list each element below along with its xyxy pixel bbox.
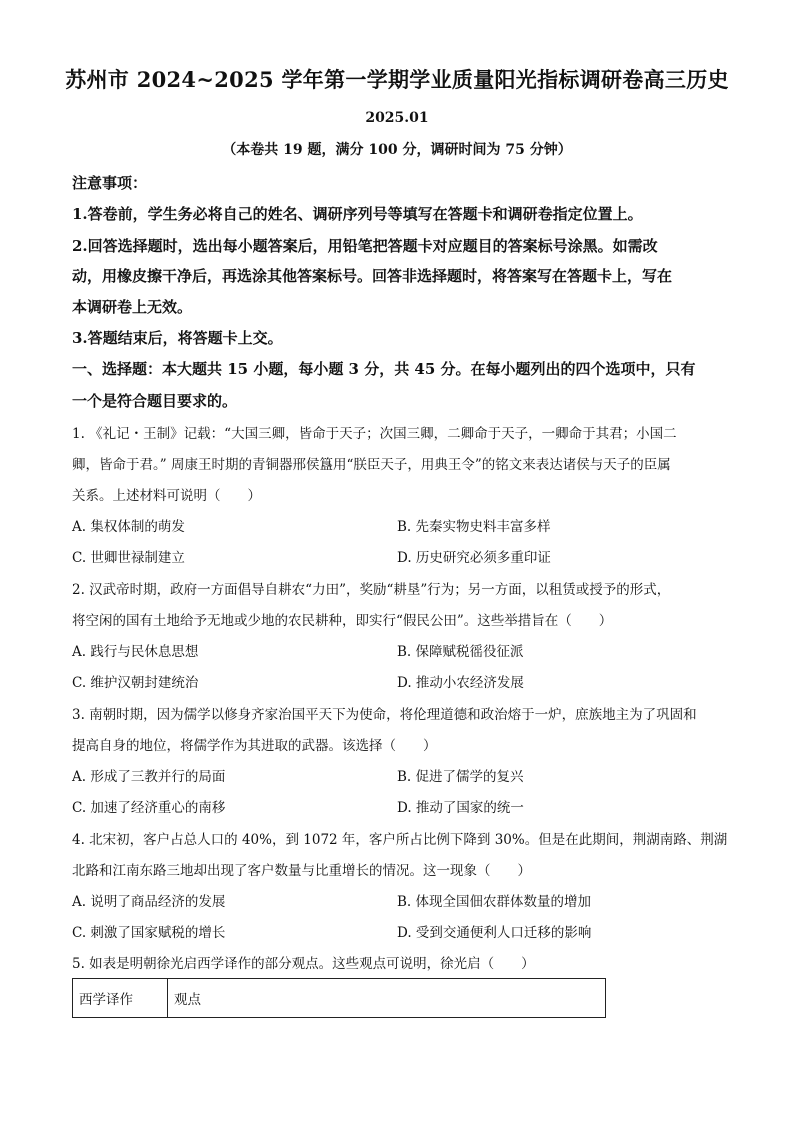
q5-table-header-viewpoint: 观点 xyxy=(168,979,606,1018)
q3-stem-line-1: 3. 南朝时期，因为儒学以修身齐家治国平天下为使命，将伦理道德和政治熔于一炉，庶族地主为了巩固和 xyxy=(72,707,697,723)
section-heading-line-2: 一个是符合题目要求的。 xyxy=(72,392,238,410)
notice-item-2-line-3: 本调研卷上无效。 xyxy=(72,298,193,316)
q3-stem-line-2: 提高自身的地位，将儒学作为其进取的武器。该选择（ ） xyxy=(72,738,437,754)
q4-option-d: D. 受到交通便利人口迁移的影响 xyxy=(397,925,592,941)
q4-option-c: C. 刺激了国家赋税的增长 xyxy=(72,925,226,941)
q3-option-a: A. 形成了三教并行的局面 xyxy=(72,769,226,785)
q1-stem-line-1: 1. 《礼记・王制》记载：“大国三卿，皆命于天子；次国三卿，二卿命于天子，一卿命于其君；小国二 xyxy=(72,426,677,442)
q4-option-a: A. 说明了商品经济的发展 xyxy=(72,894,226,910)
notice-item-2-line-2: 动，用橡皮擦干净后，再选涂其他答案标号。回答非选择题时，将答案写在答题卡上，写在 xyxy=(72,267,673,285)
q1-option-b: B. 先秦实物史料丰富多样 xyxy=(397,519,551,535)
q2-option-c: C. 维护汉朝封建统治 xyxy=(72,675,199,691)
q2-stem-line-2: 将空闲的国有土地给予无地或少地的农民耕种，即实行“假民公田”。这些举措旨在（ ） xyxy=(72,613,613,629)
notice-item-2-line-1: 2.回答选择题时，选出每小题答案后，用铅笔把答题卡对应题目的答案标号涂黑。如需改 xyxy=(72,237,658,255)
q1-option-d: D. 历史研究必须多重印证 xyxy=(397,550,551,566)
q5-stem-line-1: 5. 如表是明朝徐光启西学译作的部分观点。这些观点可说明，徐光启（ ） xyxy=(72,956,535,972)
q5-table xyxy=(72,978,606,1018)
q1-option-c: C. 世卿世禄制建立 xyxy=(72,550,185,566)
q4-stem-line-2: 北路和江南东路三地却出现了客户数量与比重增长的情况。这一现象（ ） xyxy=(72,863,531,879)
q3-option-d: D. 推动了国家的统一 xyxy=(397,800,524,816)
q3-option-b: B. 促进了儒学的复兴 xyxy=(397,769,524,785)
q1-option-a: A. 集权体制的萌发 xyxy=(72,519,185,535)
q2-option-a: A. 践行与民休息思想 xyxy=(72,644,199,660)
page-title: 苏州市 2024~2025 学年第一学期学业质量阳光指标调研卷高三历史 xyxy=(65,67,729,92)
notice-heading: 注意事项： xyxy=(72,174,148,192)
q2-option-b: B. 保障赋税徭役征派 xyxy=(397,644,524,660)
q4-stem-line-1: 4. 北宋初，客户占总人口的 40%，到 1072 年，客户所占比例下降到 30%。但是在此期间，荆湖南路、荆湖 xyxy=(72,832,728,848)
q5-table-header-translation: 西学译作 xyxy=(73,979,168,1018)
exam-date: 2025.01 xyxy=(365,110,429,126)
q2-stem-line-1: 2. 汉武帝时期，政府一方面倡导自耕农“力田”，奖励“耕垦”行为；另一方面，以租赁或授予的形式， xyxy=(72,582,671,598)
q4-option-b: B. 体现全国佃农群体数量的增加 xyxy=(397,894,592,910)
notice-item-3: 3.答题结束后，将答题卡上交。 xyxy=(72,329,283,347)
section-heading-line-1: 一、选择题：本大题共 15 小题，每小题 3 分，共 45 分。在每小题列出的四个选项中，只有 xyxy=(72,360,696,378)
notice-item-1: 1.答卷前，学生务必将自己的姓名、调研序列号等填写在答题卡和调研卷指定位置上。 xyxy=(72,205,643,223)
table-row xyxy=(73,979,606,1018)
q1-stem-line-3: 关系。上述材料可说明（ ） xyxy=(72,488,261,504)
exam-info: （本卷共 19 题，满分 100 分，调研时间为 75 分钟） xyxy=(222,142,572,158)
q1-stem-line-2: 卿，皆命于君。” 周康王时期的青铜器邢侯簋用“朕臣天子，用典王令”的铭文来表达诸侯与天子的臣属 xyxy=(72,457,671,473)
q2-option-d: D. 推动小农经济发展 xyxy=(397,675,524,691)
q3-option-c: C. 加速了经济重心的南移 xyxy=(72,800,226,816)
